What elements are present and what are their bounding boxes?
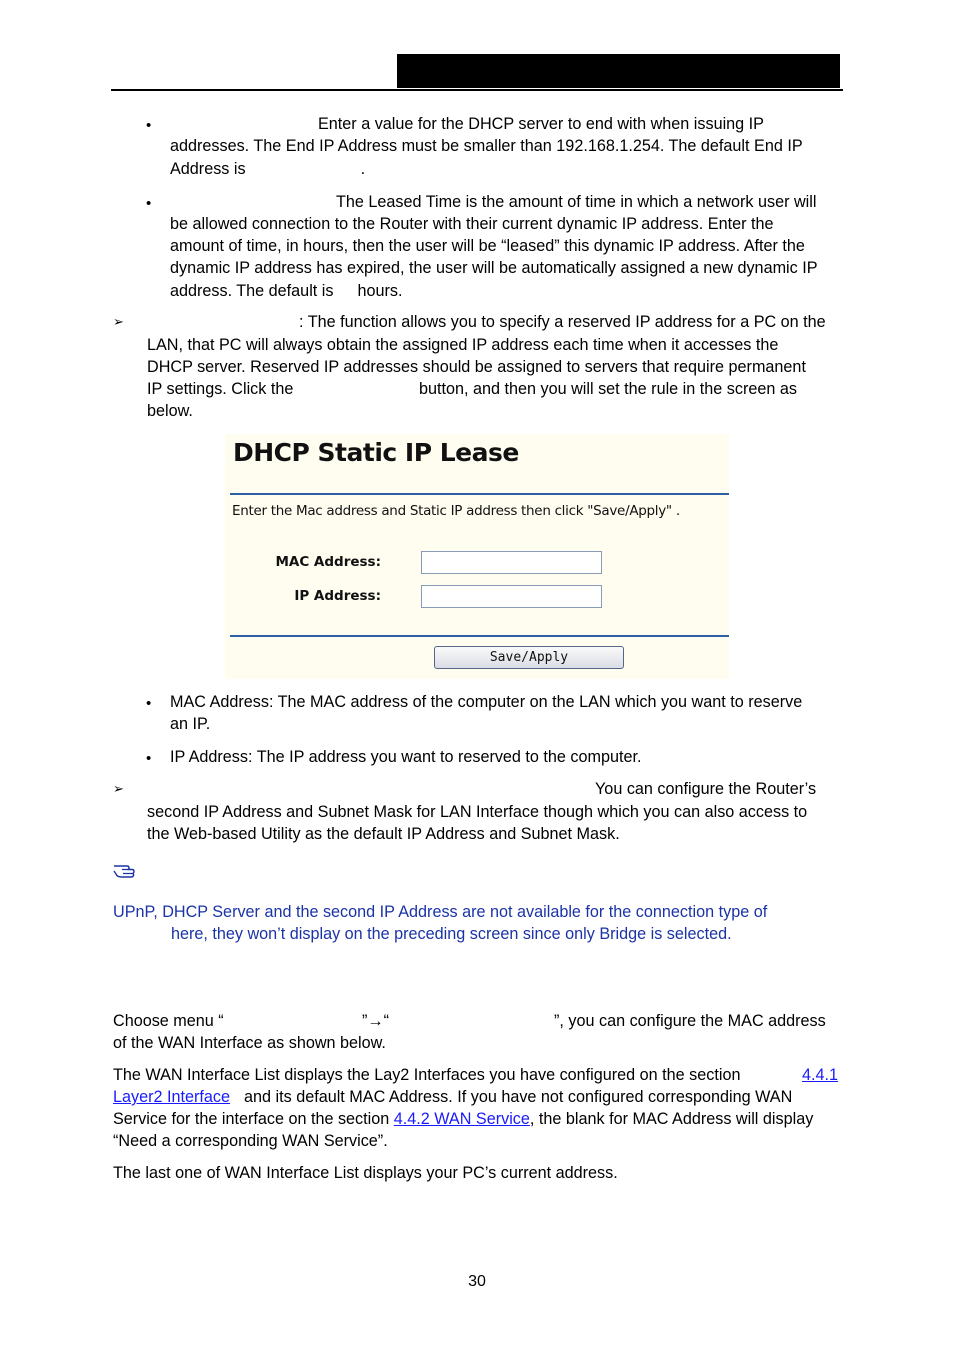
choose-menu-b (362, 1010, 389, 1032)
link-section-441[interactable]: 4.4.1 (802, 1066, 839, 1084)
end-ip-line2: addresses. The End IP Address must be smaller than 192.168.1.254. The default End IP (170, 137, 803, 155)
static-lease-line1: : The function allows you to specify a reserved IP address for a PC on the (299, 313, 826, 331)
wan-list-line3 (113, 1108, 813, 1130)
leased-time-line2: be allowed connection to the Router with their current dynamic IP address. Enter the (170, 215, 774, 233)
wan-list-line1: The WAN Interface List displays the Lay2 Interfaces you have configured on the section (113, 1066, 741, 1084)
dhcp-instruction: Enter the Mac address and Static IP address then click "Save/Apply" . (232, 503, 680, 519)
wan-list-text-d: , the blank for MAC Address will display (529, 1110, 814, 1128)
last-paragraph: The last one of WAN Interface List displays your PC’s current address. (113, 1164, 618, 1182)
dhcp-bottom-rule (230, 635, 729, 637)
leased-hours-text: hours. (357, 282, 403, 300)
header-rule (111, 89, 843, 91)
ip-address-label: IP Address: (294, 588, 381, 604)
note-line2: here, they won’t display on the preceding screen since only Bridge is selected. (171, 925, 732, 943)
static-lease-line3: DHCP server. Reserved IP addresses should be assigned to servers that require permanent (147, 358, 806, 376)
wan-list-line2: and its default MAC Address. If you have not configured corresponding WAN (244, 1088, 793, 1106)
note-line1: UPnP, DHCP Server and the second IP Address are not available for the connection type of (113, 903, 768, 921)
choose-menu-a: Choose menu “ (113, 1012, 224, 1030)
second-ip-line2: second IP Address and Subnet Mask for LAN Interface though which you can also access to (147, 803, 808, 821)
link-layer2-interface[interactable]: Layer2 Interface (113, 1088, 230, 1106)
end-ip-line1: Enter a value for the DHCP server to end with when issuing IP (318, 115, 764, 133)
leased-default-text: address. The default is (170, 282, 334, 300)
choose-menu-line2: of the WAN Interface as shown below. (113, 1034, 386, 1052)
choose-quote-open: “ (383, 1012, 389, 1030)
save-apply-button[interactable]: Save/Apply (434, 646, 624, 669)
dhcp-panel-title: DHCP Static IP Lease (233, 438, 519, 467)
mac-address-label: MAC Address: (275, 554, 381, 570)
static-lease-line2: LAN, that PC will always obtain the assigned IP address each time when it accesses the (147, 336, 779, 354)
leased-time-line5 (170, 280, 402, 302)
link-wan-service[interactable]: 4.4.2 WAN Service (393, 1110, 530, 1128)
wan-list-text-c: Service for the interface on the section (113, 1110, 390, 1128)
mac-address-desc-line2: an IP. (170, 715, 211, 733)
static-lease-line4a: IP settings. Click the (147, 380, 294, 398)
mac-address-desc-line1: MAC Address: The MAC address of the computer on the LAN which you want to reserve (170, 693, 803, 711)
leased-time-line4: dynamic IP address has expired, the user will be automatically assigned a new dynamic IP (170, 259, 818, 277)
end-ip-default-text: Address is (170, 160, 246, 178)
ip-address-input[interactable] (421, 585, 602, 608)
leased-time-line3: amount of time, in hours, then the user will be “leased” this dynamic IP address. After the (170, 237, 805, 255)
pointing-hand-icon (113, 859, 139, 879)
arrow-bullet-icon: ➢ (113, 781, 124, 796)
bullet-dot: • (146, 195, 152, 212)
leased-time-line1: The Leased Time is the amount of time in which a network user will (336, 193, 817, 211)
choose-quote-close: ” (362, 1012, 368, 1030)
menu-arrow-icon: → (367, 1012, 384, 1030)
header-bar (397, 54, 840, 88)
second-ip-line3: the Web-based Utility as the default IP Address and Subnet Mask. (147, 825, 620, 843)
static-lease-line5: below. (147, 402, 193, 420)
bullet-dot: • (146, 117, 152, 134)
mac-address-input[interactable] (421, 551, 602, 574)
arrow-bullet-icon: ➢ (113, 314, 124, 329)
static-lease-line4b: button, and then you will set the rule in the screen as (419, 380, 797, 398)
bullet-dot: • (146, 750, 152, 767)
dhcp-static-ip-lease-panel (225, 434, 729, 679)
second-ip-line1: You can configure the Router’s (595, 780, 817, 798)
ip-address-desc: IP Address: The IP address you want to reserved to the computer. (170, 748, 642, 766)
end-ip-line3 (170, 158, 365, 180)
bullet-dot: • (146, 695, 152, 712)
dhcp-top-rule (230, 493, 729, 495)
page-number: 30 (468, 1273, 486, 1290)
wan-list-line4: “Need a corresponding WAN Service”. (113, 1132, 388, 1150)
choose-menu-d: ”, you can configure the MAC address (554, 1012, 826, 1030)
end-ip-period: . (360, 160, 366, 178)
